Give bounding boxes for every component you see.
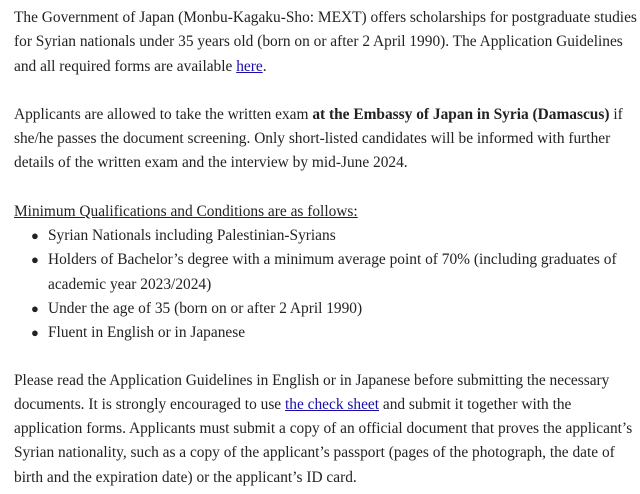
qualification-text: Under the age of 35 (born on or after 2 April 1990) — [48, 299, 363, 317]
bullet-icon: ● — [31, 228, 39, 244]
qualification-text: Fluent in English or in Japanese — [48, 324, 246, 342]
bullet-icon: ● — [31, 252, 39, 268]
check-sheet-link[interactable]: the check sheet — [285, 395, 380, 413]
list-item — [14, 321, 638, 345]
intro-period: . — [262, 57, 267, 75]
list-item — [14, 224, 638, 248]
list-item — [14, 248, 638, 297]
bullet-icon: ● — [31, 325, 39, 341]
guidelines-text-before: Please read the Application Guidelines in English or in Japanese before submitting the necessary documents. It is strongly encouraged to use — [14, 371, 610, 413]
intro-paragraph — [14, 6, 638, 79]
guidelines-here-link[interactable]: here — [236, 57, 263, 75]
bullet-icon: ● — [31, 300, 39, 316]
guidelines-text-after: and submit it together with the application forms. Applicants must submit a copy of an official document that proves the applicant’s Syrian nationality, such as a copy of the applicant’s passport (pages of the photograph, the date of birth and the expiration date) or the applicant’s ID card. — [14, 395, 633, 486]
exam-paragraph — [14, 103, 640, 176]
qualification-text: Syrian Nationals including Palestinian-Syrians — [48, 227, 336, 245]
intro-text: The Government of Japan (Monbu-Kagaku-Sho: MEXT) offers scholarships for postgraduate studies for Syrian nationals under 35 years old (born on or after 2 April 1990). The Application Guidelines and all required forms are available — [14, 9, 637, 75]
exam-text-after: if she/he passes the document screening. Only short-listed candidates will be informed with further details of the written exam and the interview by mid-June 2024. — [14, 105, 623, 172]
qualification-text: Holders of Bachelor’s degree with a minimum average point of 70% (including graduates of academic year 2023/2024) — [48, 251, 617, 293]
exam-location-emphasis: at the Embassy of Japan in Syria (Damascus) — [312, 105, 610, 123]
list-item — [14, 297, 638, 321]
qualifications-list — [14, 224, 640, 345]
qualifications-heading: Minimum Qualifications and Conditions are as follows: — [14, 202, 358, 220]
guidelines-paragraph — [14, 369, 638, 490]
exam-text-before: Applicants are allowed to take the written exam — [14, 105, 313, 123]
